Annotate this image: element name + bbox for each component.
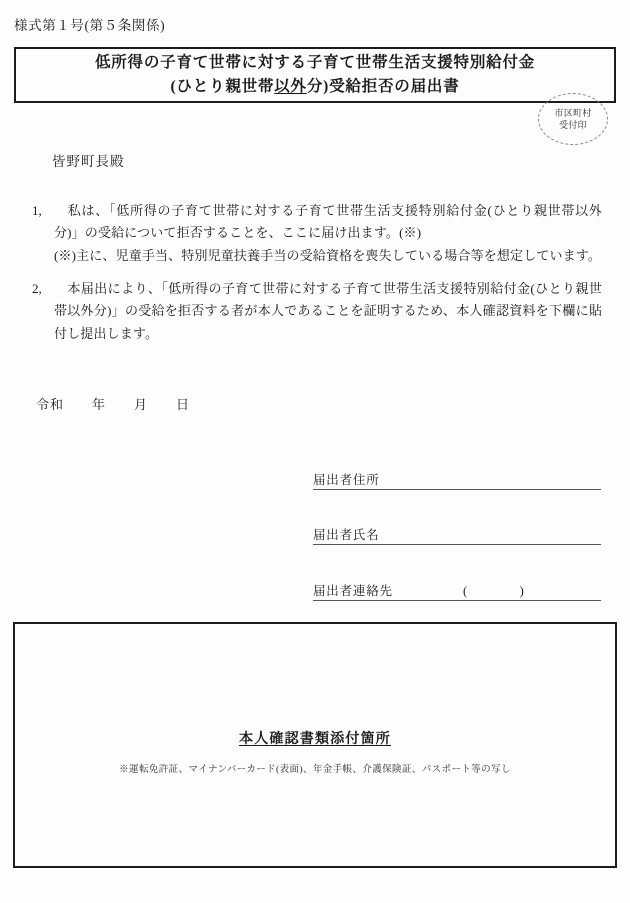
municipal-receipt-stamp-circle: [538, 93, 608, 145]
body-item-text: [54, 278, 602, 345]
body-item-marker: 2,: [32, 281, 42, 297]
body-item: [32, 278, 602, 345]
era-label: 令和: [36, 397, 65, 412]
form-number-label: 様式第１号(第５条関係): [14, 18, 166, 33]
title-line-2: [170, 75, 459, 99]
attachment-heading: [15, 728, 615, 748]
year-unit-label: 年: [92, 397, 107, 412]
day-unit-label: 日: [176, 397, 191, 412]
title-line-2-underlined: 以外: [274, 78, 307, 95]
applicant-contact-label: 届出者連絡先: [313, 584, 393, 598]
addressee-label: 皆野町長殿: [52, 154, 125, 169]
body-statement-list: [32, 200, 602, 356]
stamp-label-line-2: 受付印: [559, 120, 587, 130]
attachment-note: ※運転免許証、マイナンバーカード(表面)、年金手帳、介護保険証、パスポート等の写し: [119, 765, 511, 775]
body-item: [32, 200, 602, 267]
applicant-name-field[interactable]: [313, 525, 601, 545]
title-box: [14, 47, 616, 103]
title-line-2-prefix: (ひとり親世帯: [170, 78, 275, 95]
title-line-1: 低所得の子育て世帯に対する子育て世帯生活支援特別給付金: [94, 53, 536, 71]
applicant-name-label: 届出者氏名: [313, 528, 380, 542]
identity-document-attachment-box[interactable]: [13, 622, 617, 868]
title-line-2-suffix: 分)受給拒否の届出書: [306, 78, 460, 95]
body-item-text: [54, 200, 602, 267]
stamp-label-line-1: 市区町村: [554, 107, 592, 118]
body-item-statement: 本届出により、「低所得の子育て世帯に対する子育て世帯生活支援特別給付金(ひとり親世帯以外分)」の受給を拒否する者が本人であることを証明するため、本人確認資料を下欄に貼付し提出します。: [54, 281, 602, 341]
body-item-marker: 1,: [32, 203, 42, 218]
body-item-note: (※)主に、児童手当、特別児童扶養手当の受給資格を喪失している場合等を想定しています。: [54, 247, 602, 263]
applicant-address-label: 届出者住所: [313, 473, 380, 487]
date-entry-line: [36, 394, 190, 413]
applicant-address-field[interactable]: [313, 470, 601, 490]
attachment-heading-text: 本人確認書類添付箇所: [239, 732, 391, 747]
body-item-statement: 私は、「低所得の子育て世帯に対する子育て世帯生活支援特別給付金(ひとり親世帯以外分)」の受給について拒否することを、ここに届け出ます。(※): [54, 203, 602, 241]
month-unit-label: 月: [134, 397, 149, 412]
applicant-contact-area-code-parens: ( ): [463, 584, 525, 598]
applicant-contact-field[interactable]: [313, 581, 601, 601]
